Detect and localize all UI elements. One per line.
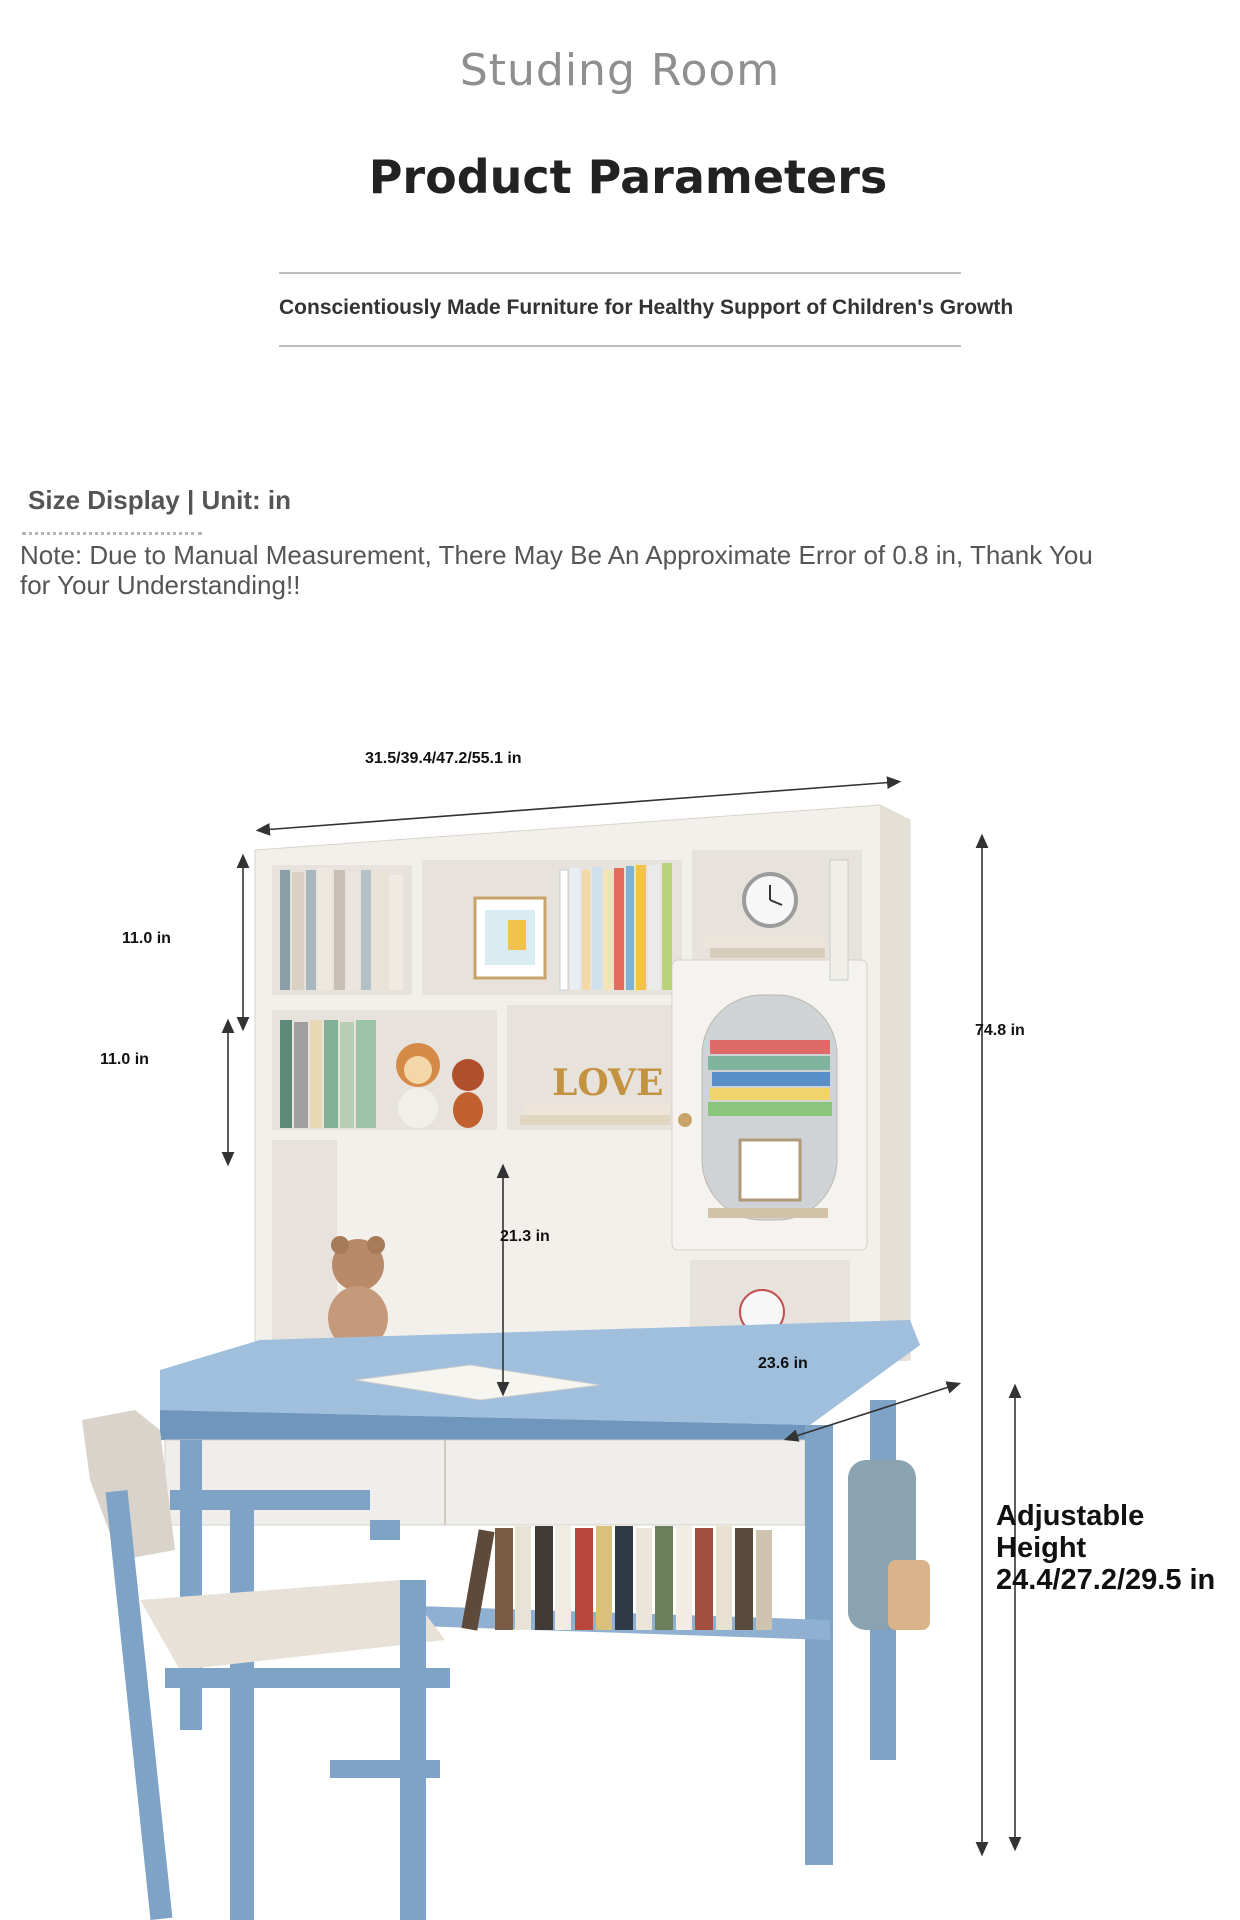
books-middle-left [280,1020,376,1128]
top-shelf-height-label: 11.0 in [122,930,171,947]
backpack-icon [848,1460,930,1630]
books-top-left [280,868,403,990]
measurement-note: Note: Due to Manual Measurement, There May Be An Approximate Error of 0.8 in, Thank You for Your Understanding!! [20,540,1093,600]
width-label: 31.5/39.4/47.2/55.1 in [365,750,522,767]
svg-text:LOVE: LOVE [552,1062,664,1104]
depth-label: 23.6 in [758,1355,808,1372]
books-lower-shelf [461,1526,772,1631]
total-height-label: 74.8 in [975,1022,1025,1039]
divider-bottom [279,345,961,347]
desk-clearance-label: 21.3 in [500,1228,550,1245]
divider-top [279,272,961,274]
room-title: Studing Room [459,45,781,96]
size-display-heading: Size Display | Unit: in [28,485,291,515]
books-top-middle [560,863,672,990]
dotted-divider [22,532,202,535]
tagline: Conscientiously Made Furniture for Healthy Support of Children's Growth [279,296,1014,319]
desk-illustration [0,720,1240,1920]
adjustable-height-label: Adjustable Height 24.4/27.2/29.5 in [996,1500,1216,1596]
framed-picture [475,898,545,978]
page-title: Product Parameters [368,150,888,204]
header [0,0,1240,360]
product-illustration [0,720,1240,1920]
middle-shelf-height-label: 11.0 in [100,1051,149,1068]
